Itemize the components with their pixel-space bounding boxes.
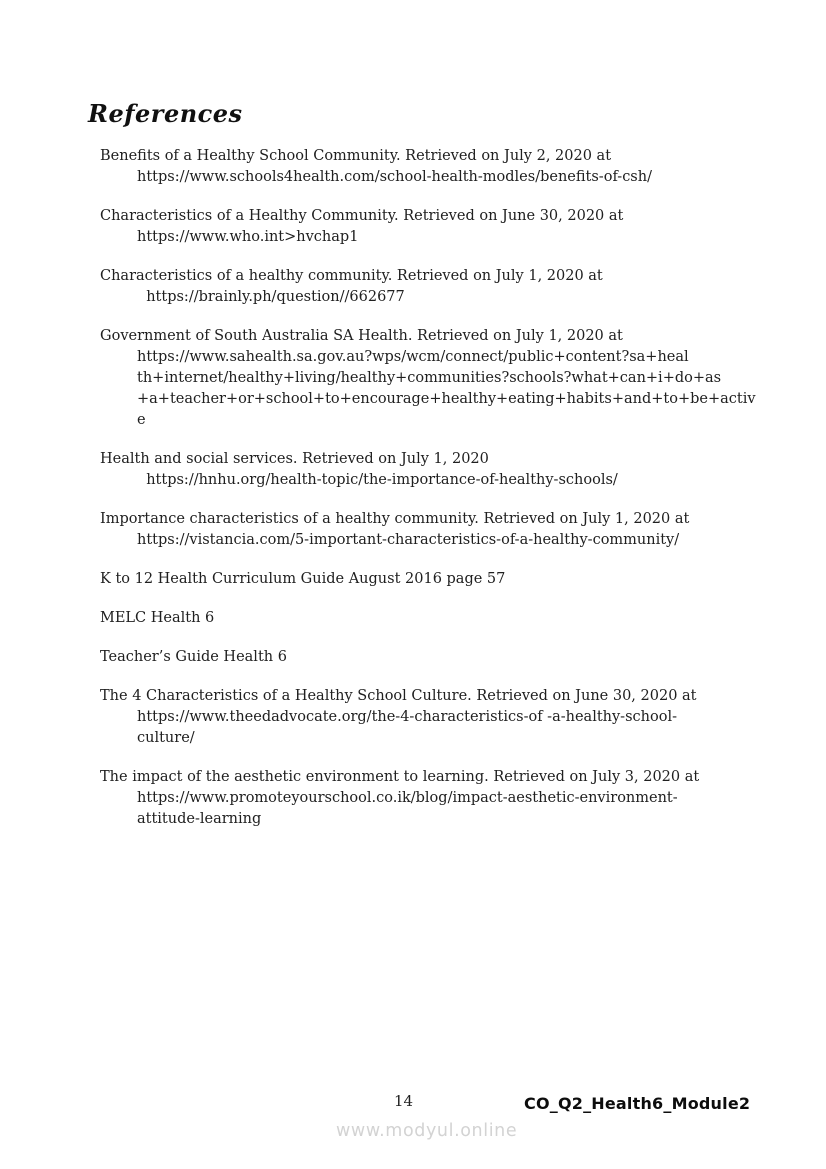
reference-line: https://www.sahealth.sa.gov.au?wps/wcm/connect/public+content?sa+heal — [137, 349, 689, 365]
reference-line: Government of South Australia SA Health. Retrieved on July 1, 2020 at — [100, 328, 623, 344]
reference-entry — [100, 206, 750, 248]
reference-line: https://www.promoteyourschool.co.ik/blog/impact-aesthetic-environment- — [137, 790, 678, 806]
reference-line: https://www.schools4health.com/school-health-modles/benefits-of-csh/ — [137, 169, 652, 185]
page-number: 14 — [394, 1092, 414, 1110]
reference-line: culture/ — [137, 730, 195, 746]
reference-entry — [100, 146, 750, 188]
reference-line: https://www.who.int>hvchap1 — [137, 229, 359, 245]
reference-line: The impact of the aesthetic environment to learning. Retrieved on July 3, 2020 at — [100, 769, 700, 785]
reference-line: Health and social services. Retrieved on July 1, 2020 — [100, 451, 489, 467]
reference-line: Characteristics of a Healthy Community. Retrieved on June 30, 2020 at — [100, 208, 624, 224]
reference-entry — [100, 647, 750, 668]
reference-entry — [100, 326, 756, 431]
reference-entry — [100, 266, 750, 308]
watermark: www.modyul.online — [336, 1121, 518, 1141]
reference-entry — [100, 449, 750, 491]
reference-line: th+internet/healthy+living/healthy+communities?schools?what+can+i+do+as — [137, 370, 722, 386]
reference-line: Benefits of a Healthy School Community. Retrieved on July 2, 2020 at — [100, 148, 612, 164]
reference-line: https://brainly.ph/question//662677 — [137, 289, 405, 305]
reference-line: K to 12 Health Curriculum Guide August 2016 page 57 — [100, 571, 506, 587]
reference-line: +a+teacher+or+school+to+encourage+healthy+eating+habits+and+to+be+activ — [137, 391, 756, 407]
reference-line: MELC Health 6 — [100, 610, 215, 626]
reference-line: The 4 Characteristics of a Healthy School Culture. Retrieved on June 30, 2020 at — [100, 688, 697, 704]
reference-entry — [100, 767, 750, 830]
reference-entry — [100, 569, 750, 590]
reference-entry — [100, 608, 750, 629]
page-title: References — [88, 99, 243, 128]
module-code: CO_Q2_Health6_Module2 — [524, 1094, 751, 1113]
reference-line: e — [137, 412, 146, 428]
reference-line: https://www.theedadvocate.org/the-4-characteristics-of -a-healthy-school- — [137, 709, 677, 725]
reference-entry — [100, 509, 750, 551]
reference-line: attitude-learning — [137, 811, 262, 827]
references-list — [100, 146, 756, 848]
reference-line: Characteristics of a healthy community. Retrieved on July 1, 2020 at — [100, 268, 603, 284]
reference-line: https://hnhu.org/health-topic/the-importance-of-healthy-schools/ — [137, 472, 618, 488]
reference-line: Importance characteristics of a healthy community. Retrieved on July 1, 2020 at — [100, 511, 690, 527]
reference-line: https://vistancia.com/5-important-characteristics-of-a-healthy-community/ — [137, 532, 680, 548]
reference-entry — [100, 686, 750, 749]
reference-line: Teacher’s Guide Health 6 — [100, 649, 287, 665]
